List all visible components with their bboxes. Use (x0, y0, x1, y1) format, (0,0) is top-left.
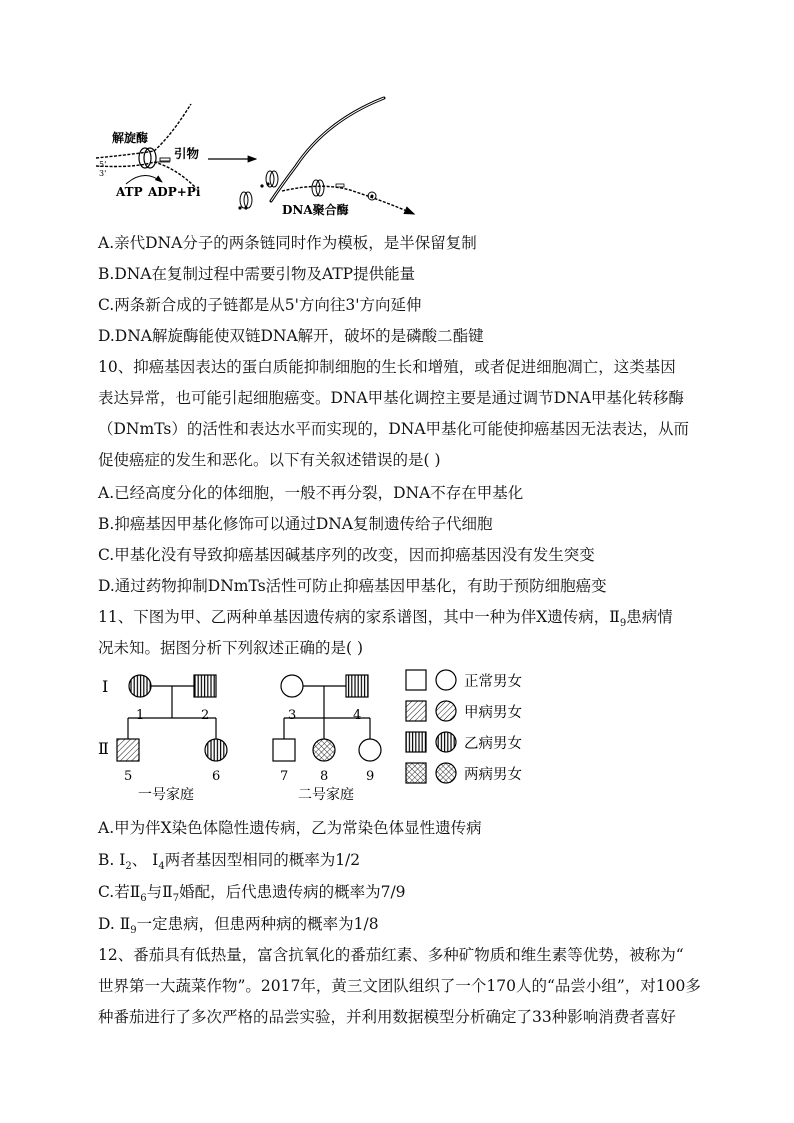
q11-stem-line-1: 11、下图为甲、乙两种单基因遗传病的家系谱图，其中一种为伴X遗传病，$Ⅱ_9$患病情 (98, 608, 673, 630)
svg-text:6: 6 (212, 769, 221, 784)
individual-5-male-disease-a (117, 739, 139, 761)
q9-option-d: D.DNA解旋酶能使双链DNA解开，破坏的是磷酸二酯键 (98, 327, 484, 345)
individual-3-female-normal (281, 675, 303, 697)
atp-arrow (126, 175, 162, 184)
primer-mark (160, 158, 170, 161)
generation-i-label: Ⅰ (102, 677, 109, 696)
helicase-label: 解旋酶 (112, 131, 149, 145)
individual-4-male-disease-b (346, 675, 368, 697)
svg-text:5: 5 (124, 769, 133, 784)
q10-stem-line: 表达异常，也可能引起细胞癌变。DNA甲基化调控主要是通过调节DNA甲基化转移酶 (98, 389, 684, 407)
q11-option-d: D. $Ⅱ_9$一定患病，但患两种病的概率为1/8 (98, 915, 379, 937)
svg-text:8: 8 (320, 769, 329, 784)
q12-stem-line: 种番茄进行了多次严格的品尝实验，并利用数据模型分析确定了33种影响消费者喜好 (98, 1008, 676, 1026)
q11-stem-line-2: 况未知。据图分析下列叙述正确的是( ) (98, 639, 364, 657)
individual-7-male-normal (273, 739, 295, 761)
legend-both-diseases: 两病男女 (464, 767, 522, 783)
individual-8-female-both-diseases (313, 739, 335, 761)
svg-text:4: 4 (353, 708, 362, 723)
legend-disease-b: 乙病男女 (464, 736, 522, 752)
generation-ii-label: Ⅱ (98, 739, 109, 758)
right-dna-upper-strand (271, 98, 384, 201)
polymerase-label: DNA聚合酶 (282, 203, 349, 217)
svg-text:2: 2 (201, 708, 210, 723)
dna-replication-figure (96, 96, 426, 218)
svg-text:9: 9 (366, 769, 375, 784)
q10-option-b: B.抑癌基因甲基化修饰可以通过DNA复制遗传给子代细胞 (98, 515, 493, 533)
q10-option-c: C.甲基化没有导致抑癌基因碱基序列的改变，因而抑癌基因没有发生突变 (98, 546, 595, 564)
q9-option-c: C.两条新合成的子链都是从5'方向往3'方向延伸 (98, 296, 422, 314)
q10-stem-line: （DNmTs）的活性和表达水平而实现的，DNA甲基化可能使抑癌基因无法表达，从而 (98, 420, 690, 438)
q9-option-b: B.DNA在复制过程中需要引物及ATP提供能量 (98, 265, 416, 283)
five-prime-label: 5' (99, 160, 107, 169)
q11-option-a: A.甲为伴X染色体隐性遗传病，乙为常染色体显性遗传病 (98, 819, 482, 837)
svg-text:3: 3 (288, 708, 297, 723)
adp-label: ADP+Pi (148, 185, 201, 199)
family-1-label: 一号家庭 (138, 787, 194, 803)
q10-stem-line: 10、抑癌基因表达的蛋白质能抑制细胞的生长和增殖，或者促进细胞凋亡，这类基因 (98, 358, 676, 376)
legend-normal: 正常男女 (464, 674, 522, 690)
pedigree-figure (98, 664, 538, 810)
svg-text:1: 1 (136, 708, 145, 723)
legend-disease-a: 甲病男女 (464, 705, 522, 721)
q10-option-d: D.通过药物抑制DNmTs活性可防止抑癌基因甲基化，有助于预防细胞癌变 (98, 577, 607, 595)
primer-label: 引物 (174, 146, 200, 161)
q11-option-b: B. $Ⅰ_2$、 $Ⅰ_4$两者基因型相同的概率为1/2 (98, 851, 361, 873)
individual-9-female-unknown (359, 739, 381, 761)
q11-option-c: C.若$Ⅱ_6$与$Ⅱ_7$婚配，后代患遗传病的概率为7/9 (98, 883, 406, 905)
family-2-label: 二号家庭 (298, 787, 354, 803)
q12-stem-line: 世界第一大蔬菜作物”。2017年，黄三文团队组织了一个170人的“品尝小组”，对100多 (98, 977, 701, 995)
svg-text:7: 7 (280, 769, 289, 784)
individual-1-female-disease-b (129, 675, 151, 697)
individual-6-female-disease-b (205, 739, 227, 761)
q12-stem-line: 12、番茄具有低热量，富含抗氧化的番茄红素、多种矿物质和维生素等优势，被称为“ (98, 946, 684, 964)
three-prime-label: 3' (99, 169, 107, 178)
q10-stem-line: 促使癌症的发生和恶化。以下有关叙述错误的是( ) (98, 451, 441, 469)
q9-option-a: A.亲代DNA分子的两条链同时作为模板，是半保留复制 (98, 234, 477, 252)
q10-option-a: A.已经高度分化的体细胞，一般不再分裂，DNA不存在甲基化 (98, 484, 524, 502)
atp-label: ATP (116, 185, 143, 199)
individual-2-male-disease-b (194, 675, 216, 697)
